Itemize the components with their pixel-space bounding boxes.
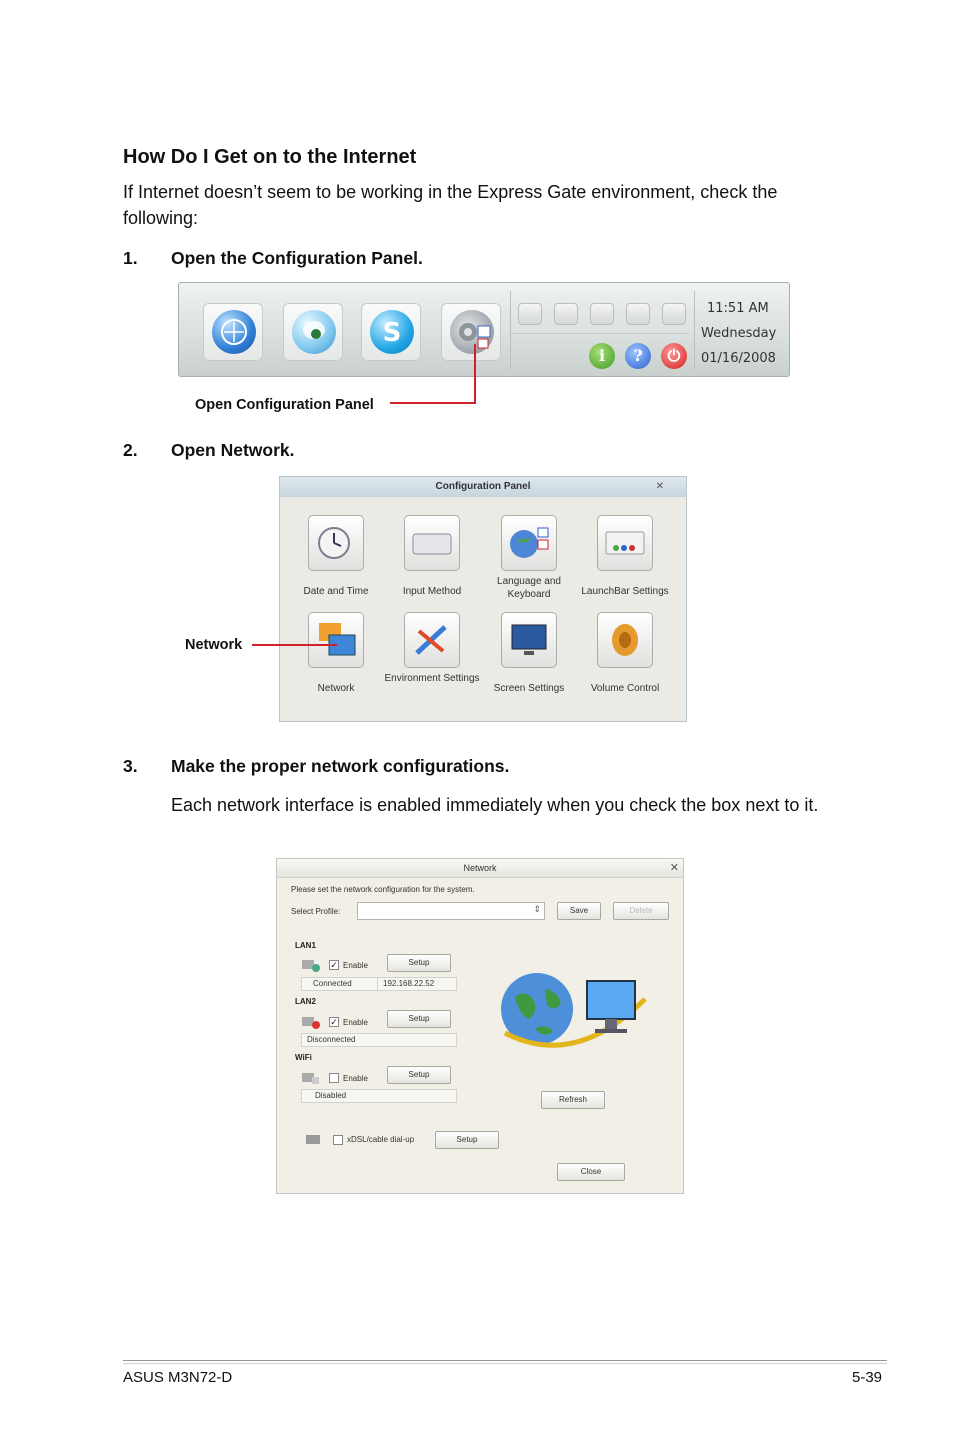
- step-2-text: Open Network.: [171, 440, 295, 460]
- wifi-enable-label: Enable: [343, 1074, 368, 1083]
- footer-brand: ASUS: [123, 1369, 164, 1386]
- browser-icon: [212, 310, 256, 354]
- svg-text:S: S: [382, 318, 402, 348]
- launchbar-screenshot: [178, 282, 790, 377]
- footer-rule: [123, 1360, 887, 1361]
- network-icon[interactable]: [554, 303, 578, 325]
- monitor-icon: [501, 612, 557, 668]
- config-item-language-keyboard[interactable]: Language and Keyboard: [481, 515, 577, 601]
- delete-button[interactable]: Delete: [613, 902, 669, 920]
- wifi-enable-checkbox[interactable]: [329, 1073, 339, 1083]
- config-item-input-method[interactable]: Input Method: [384, 515, 480, 598]
- save-button[interactable]: Save: [557, 902, 601, 920]
- section-heading: How Do I Get on to the Internet: [123, 146, 417, 168]
- chat-launch-button[interactable]: [283, 303, 343, 361]
- minimize-icon[interactable]: ✕: [655, 481, 664, 492]
- step-3-note: Each network interface is enabled immediately when you check the box next to it.: [171, 795, 819, 815]
- lan1-adapter-icon: [301, 957, 321, 973]
- footer-page-number: 5-39: [852, 1369, 883, 1386]
- config-item-screen-settings[interactable]: Screen Settings: [481, 612, 577, 695]
- clock-date: 01/16/2008: [701, 351, 776, 366]
- callout-line-vertical: [474, 344, 476, 404]
- clock-day: Wednesday: [701, 326, 777, 341]
- network-dialog: [276, 858, 684, 1194]
- lan2-enable-checkbox[interactable]: ✓: [330, 1017, 338, 1027]
- step-3-text: Make the proper network configurations.: [171, 756, 510, 776]
- lan2-label: LAN2: [295, 997, 316, 1006]
- browser-launch-button[interactable]: [203, 303, 263, 361]
- network-instructions: Please set the network configuration for the system.: [291, 885, 475, 894]
- intro-paragraph: If Internet doesn’t seem to be working in the Express Gate environment, check the following:: [123, 182, 778, 228]
- lan1-enable-label: Enable: [343, 961, 368, 970]
- xdsl-modem-icon: [305, 1131, 325, 1147]
- close-button[interactable]: Close: [557, 1163, 625, 1181]
- callout-network-label: Network: [185, 637, 243, 653]
- lan1-status: Connected: [313, 979, 352, 988]
- wifi-label: WiFi: [295, 1053, 312, 1062]
- xdsl-setup-button[interactable]: Setup: [435, 1131, 499, 1149]
- spin-arrows-icon: ⇕: [533, 904, 541, 914]
- lan2-status: Disconnected: [307, 1035, 356, 1044]
- config-item-date-time[interactable]: Date and Time: [288, 515, 384, 598]
- select-profile-label: Select Profile:: [291, 907, 341, 916]
- step-3-number: 3.: [123, 756, 138, 776]
- network-dialog-title: Network: [277, 859, 683, 878]
- configuration-panel-window: [279, 476, 687, 722]
- lan2-adapter-icon: [301, 1014, 321, 1030]
- globe-icon: [501, 515, 557, 571]
- wifi-adapter-icon: [301, 1070, 321, 1086]
- footer-rule-secondary: [123, 1363, 887, 1364]
- config-item-network[interactable]: Network: [288, 612, 384, 695]
- step-1-number: 1.: [123, 248, 138, 268]
- clock-icon: [308, 515, 364, 571]
- gear-icon: [450, 310, 494, 354]
- profile-select[interactable]: [357, 902, 545, 920]
- keyboard-icon: [404, 515, 460, 571]
- refresh-button[interactable]: Refresh: [541, 1091, 605, 1109]
- skype-launch-button[interactable]: [361, 303, 421, 361]
- lan1-enable-checkbox[interactable]: ✓: [330, 960, 338, 970]
- lan1-label: LAN1: [295, 941, 316, 950]
- close-icon[interactable]: ✕: [669, 862, 679, 874]
- config-item-environment-settings[interactable]: Environment Settings: [384, 612, 480, 685]
- skype-icon: [370, 310, 414, 354]
- footer-left: [123, 1369, 232, 1386]
- launchbar-icon: [597, 515, 653, 571]
- lan2-enable-label: Enable: [343, 1018, 368, 1027]
- callout-line-horizontal: [390, 402, 476, 404]
- callout-config-panel-label: Open Configuration Panel: [195, 397, 374, 413]
- lan1-setup-button[interactable]: Setup: [387, 954, 451, 972]
- help-icon[interactable]: ?: [625, 343, 651, 369]
- wifi-status: Disabled: [315, 1091, 347, 1100]
- info-icon[interactable]: i: [589, 343, 615, 369]
- file-manager-icon[interactable]: [518, 303, 542, 325]
- lan1-ip: 192.168.22.52: [383, 979, 435, 988]
- volume-icon[interactable]: [590, 303, 614, 325]
- power-icon[interactable]: ⏻: [661, 343, 687, 369]
- callout-network-line: [252, 644, 337, 646]
- config-item-volume-control[interactable]: Volume Control: [577, 612, 673, 695]
- wifi-setup-button[interactable]: Setup: [387, 1066, 451, 1084]
- step-1-text: Open the Configuration Panel.: [171, 248, 423, 268]
- lan2-setup-button[interactable]: Setup: [387, 1010, 451, 1028]
- tools-icon: [404, 612, 460, 668]
- xdsl-label: xDSL/cable dial-up: [347, 1135, 415, 1144]
- configuration-panel-button[interactable]: [441, 303, 501, 361]
- config-item-launchbar-settings[interactable]: LaunchBar Settings: [577, 515, 673, 598]
- chat-icon: [292, 310, 336, 354]
- globe-monitor-illustration: [495, 959, 655, 1069]
- speaker-icon: [597, 612, 653, 668]
- windows-icon[interactable]: [662, 303, 686, 325]
- step-2-number: 2.: [123, 440, 138, 460]
- clock-time: 11:51 AM: [707, 301, 769, 316]
- xdsl-enable-checkbox[interactable]: [333, 1135, 343, 1145]
- configuration-panel-title: Configuration Panel: [280, 477, 686, 497]
- network-icon: [308, 612, 364, 668]
- keyboard-icon[interactable]: [626, 303, 650, 325]
- footer-model: M3N72-D: [168, 1369, 233, 1386]
